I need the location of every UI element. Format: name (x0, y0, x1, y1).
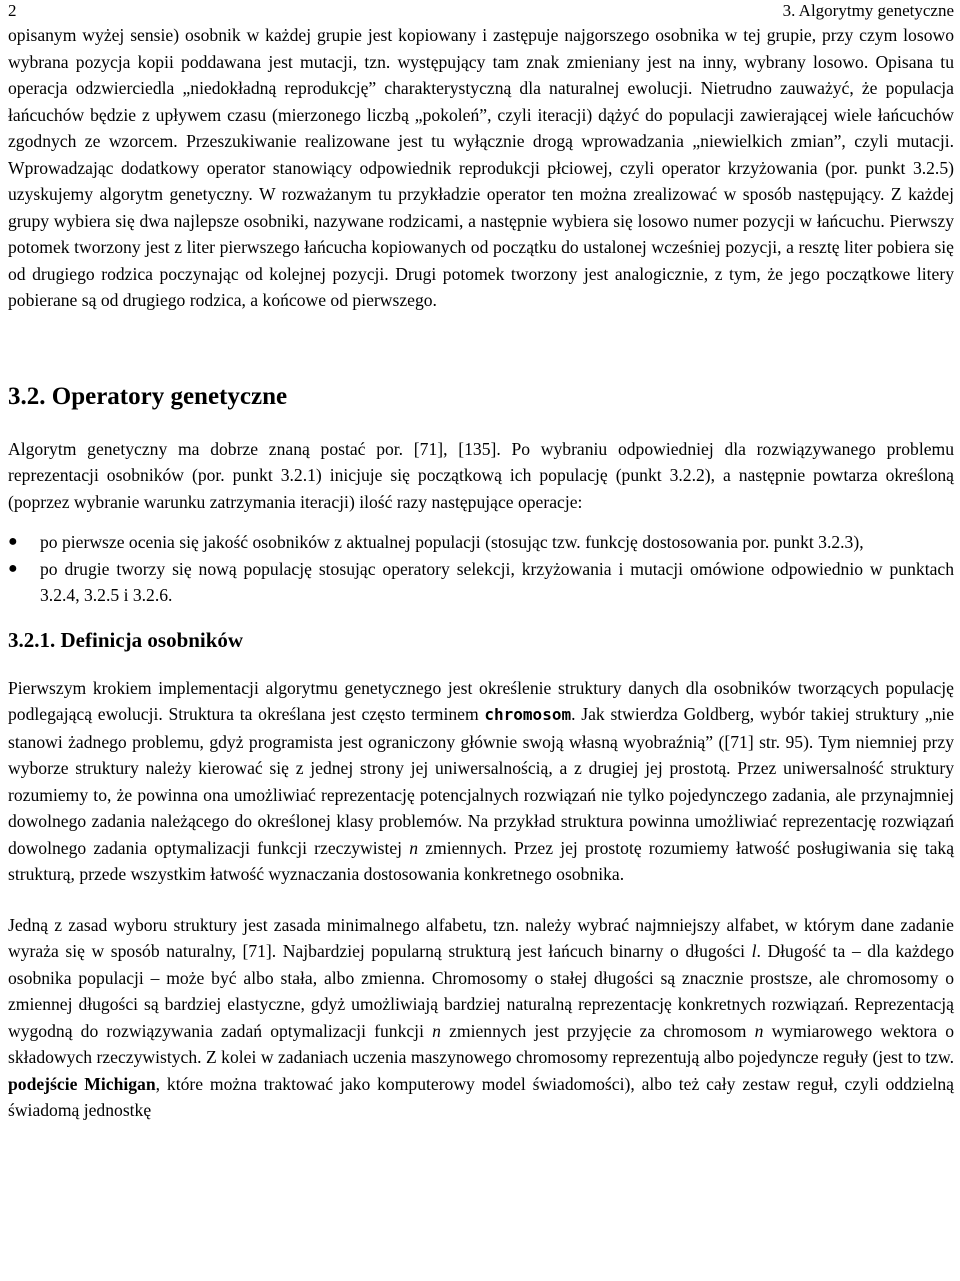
page-number: 2 (8, 1, 17, 20)
list-item-text: po drugie tworzy się nową populację stosując operatory selekcji, krzyżowania i mutacji omówione odpowiednio w punktach 3.2.4, 3.2.5 i 3.2.6. (40, 558, 954, 605)
variable-n: n (432, 1020, 441, 1041)
text-run: . Długość ta – dla każdego osobnika populacji – może być albo stała, albo zmienna. Chromosomy o stałej długości są znacznie prostsze, ale chromosomy o zmiennej długości są bardziej elastyczne, gdyż umożliwiają bardziej naturalną reprezentację konkretnych rozwiązań. Reprezentacją wygodną do rozwiązywania zadań optymalizacji funkcji (8, 941, 954, 1041)
bullet-icon: ● (8, 533, 18, 550)
term-chromosom: chromosom (484, 705, 572, 724)
text-run: , które można traktować jako komputerowy model świadomości), albo też cały zestaw reguł, czyli oddzielną świadomą jednostkę (8, 1073, 954, 1120)
list-item (8, 556, 954, 609)
bullet-icon: ● (8, 559, 18, 577)
section-paragraph: Algorytm genetyczny ma dobrze znaną postać por. [71], [135]. Po wybraniu odpowiedniej dla rozwiązywanego problemu reprezentacji osobników (por. punkt 3.2.1) inicjuje się początkową ich populację (punkt 3.2.2), a następnie powtarza określoną (poprzez wybranie warunku zatrzymania iteracji) ilość razy następujące operacje: (8, 438, 954, 512)
operations-list (8, 529, 954, 609)
term-michigan: podejście Michigan (8, 1073, 156, 1094)
variable-n: n (409, 837, 419, 858)
subsection-heading: 3.2.1. Definicja osobników (8, 627, 244, 652)
text-run: Jedną z zasad wyboru struktury jest zasada minimalnego alfabetu, tzn. należy wybrać najmniejszy alfabet, w którym dane zadanie wyraża się w sposób naturalny, [71]. Najbardziej popularną strukturą jest łańcuch binarny o długości (8, 914, 954, 961)
list-item (8, 529, 954, 556)
subsection-paragraph-1 (8, 675, 954, 888)
running-header (8, 0, 954, 22)
text-run: Pierwszym krokiem implementacji algorytmu genetycznego jest określenie struktury danych dla osobników tworzących populację podlegającą ewolucji. Struktura ta określana jest często terminem (8, 677, 954, 724)
chapter-title: 3. Algorytmy genetyczne (782, 1, 954, 20)
intro-paragraph: opisanym wyżej sensie) osobnik w każdej grupie jest kopiowany i zastępuje najgorszego osobnika w tej grupie, przy czym losowo wybrana pozycja kopii poddawana jest mutacji, tzn. występujący tam znak zmieniany jest na inny, wybrany losowo. Opisana tu operacja odzwierciedla „niedokładną reprodukcję” charakterystyczną dla naturalnej ewolucji. Nietrudno zauważyć, że populacja łańcuchów będzie z upływem czasu (mierzonego liczbą „pokoleń”, czyli iteracji) dążyć do populacji zawierającej wiele łańcuchów zgodnych ze wzorcem. Przeszukiwanie realizowane jest tu wyłącznie drogą wprowadzania „niewielkich zmian”, czyli mutacji. Wprowadzając dodatkowy operator stanowiący odpowiednik reprodukcji płciowej, czyli operator krzyżowania (por. punkt 3.2.5) uzyskujemy algorytm genetyczny. W rozważanym tu przykładzie operator ten można zrealizować w sposób następujący. Z każdej grupy wybiera się dwa najlepsze osobniki, nazywane rodzicami, a następnie wybiera się losowo numer pozycji w łańcuchu. Pierwszy potomek tworzony jest z liter pierwszego łańcucha kopiowanych od początku do ustalonej wcześniej pozycji, a resztę liter pobiera się od drugiego rodzica poczynając od kolejnej pozycji. Drugi potomek tworzony jest analogicznie, z tym, że jego początkowe litery pobierane są od drugiego rodzica, a końcowe od pierwszego. (8, 25, 954, 310)
text-run: zmiennych jest przyjęcie za chromosom (440, 1020, 755, 1041)
text-run: zmiennych. Przez jej prostotę rozumiemy łatwość posługiwania się taką strukturą, przede wszystkim łatwość wyznaczania dostosowania konkretnego osobnika. (8, 837, 955, 884)
document-page (8, 0, 954, 1124)
variable-l: l (751, 941, 757, 961)
text-run: . Jak stwierdza Goldberg, wybór takiej struktury „nie stanowi żadnego problemu, gdyż programista jest ograniczony głównie swoją własną wyobraźnią” ([71] str. 95). Tym niemniej przy wyborze struktury należy kierować się z jednej strony jej uniwersalnością, a z drugiej jej prostotą. Przez uniwersalność struktury rozumiemy to, że powinna ona umożliwiać reprezentację potencjalnych rozwiązań nie tylko pojedynczego zadania, ale przynajmniej dowolnego zadania należącego do określonej klasy problemów. Na przykład struktura powinna umożliwiać reprezentację rozwiązań dowolnego zadania optymalizacji funkcji rzeczywistej (8, 704, 954, 858)
list-item-text: po pierwsze ocenia się jakość osobników z aktualnej populacji (stosując tzw. funkcję dostosowania por. punkt 3.2.3), (40, 532, 864, 552)
section-heading: 3.2. Operatory genetyczne (8, 382, 288, 410)
variable-n: n (754, 1020, 764, 1041)
text-run: wymiarowego wektora o składowych rzeczywistych. Z kolei w zadaniach uczenia maszynowego chromosomy reprezentują albo pojedyncze reguły (jest to tzw. (8, 1020, 954, 1067)
subsection-paragraph-2 (8, 912, 954, 1124)
